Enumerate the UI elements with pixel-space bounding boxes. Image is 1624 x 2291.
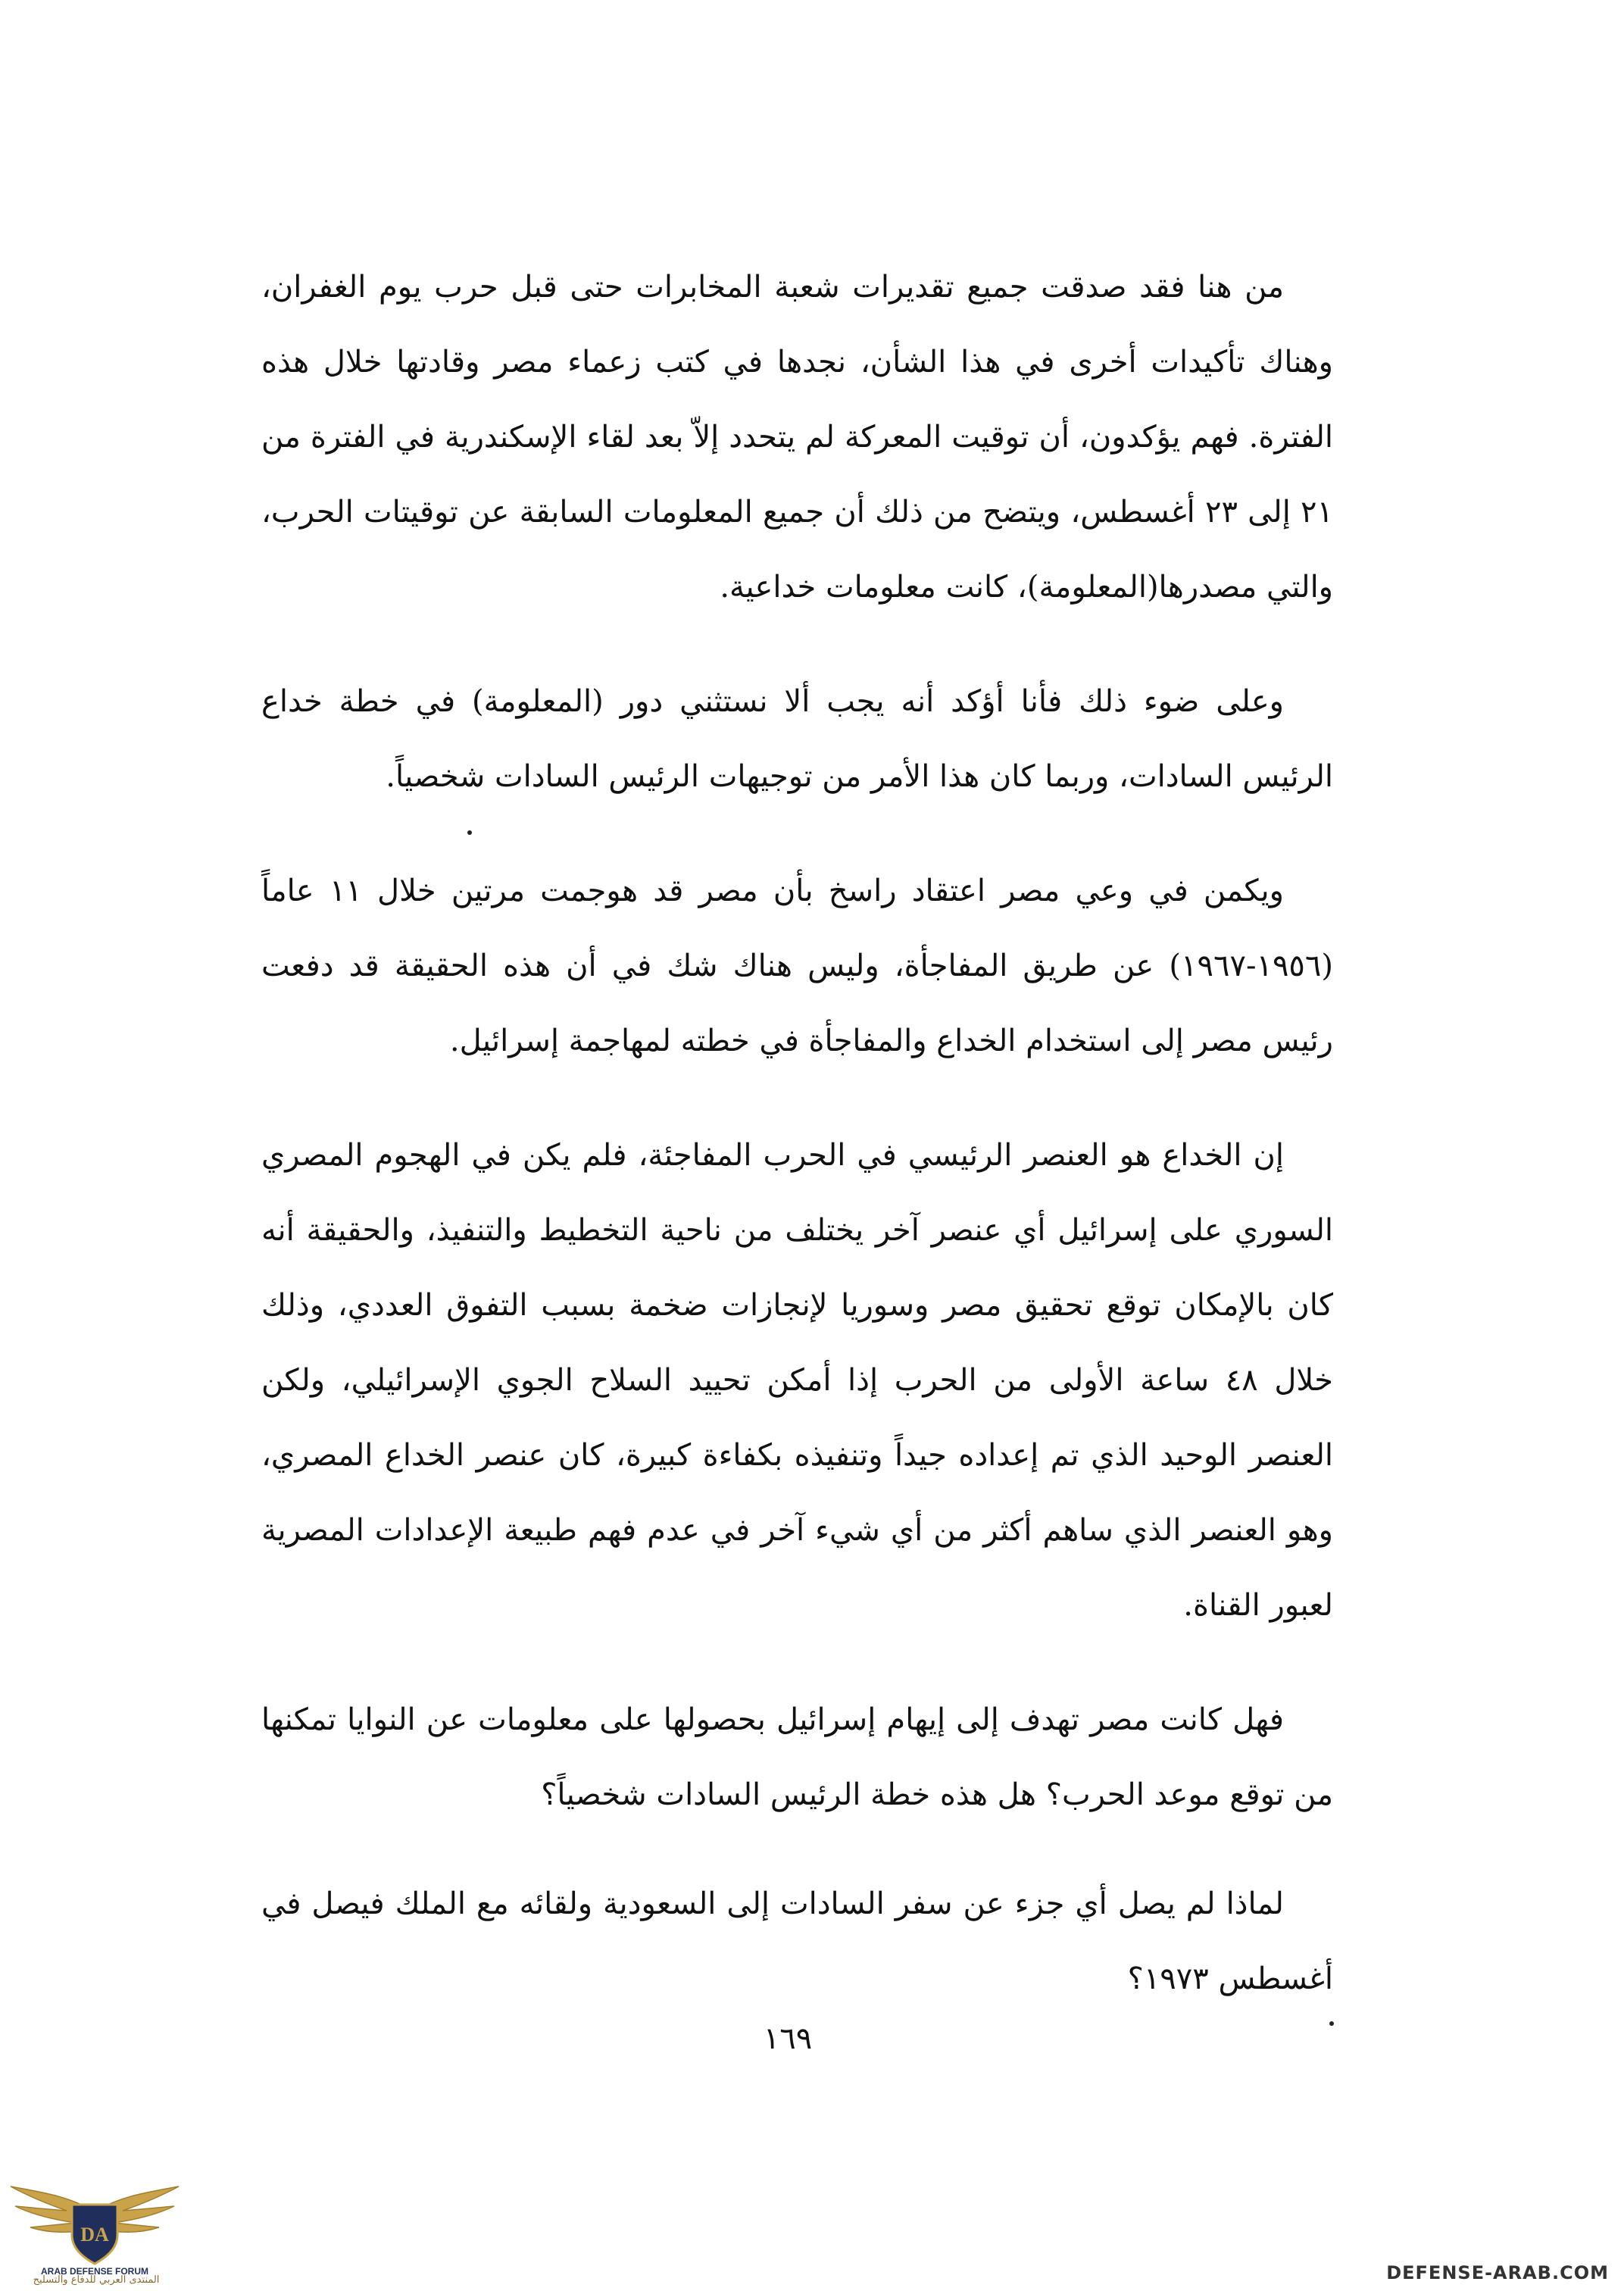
logo-name: ARAB DEFENSE FORUM <box>40 2266 149 2277</box>
paragraph-2: وعلى ضوء ذلك فأنا أؤكد أنه يجب ألا نستثني دور (المعلومة) في خطة خداع الرئيس السادات، وربما كان هذا الأمر من توجيهات الرئيس السادات شخصياً. <box>261 684 1333 794</box>
speck-mark <box>467 830 472 835</box>
paragraph-1: من هنا فقد صدقت جميع تقديرات شعبة المخابرات حتى قبل حرب يوم الغفران، وهناك تأكيدات أخرى في هذا الشأن، نجدها في كتب زعماء مصر وقادتها خلال هذه الفترة. فهم يؤكدون، أن توقيت المعركة لم يتحدد إلاّ بعد لقاء الإسكندرية في الفترة من ٢١ إلى ٢٣ أغسطس، ويتضح من ذلك أن جميع المعلومات السابقة عن توقيتات الحرب، والتي مصدرها(المعلومة)، كانت معلومات خداعية. <box>261 270 1333 605</box>
speck-mark <box>1329 2021 1334 2026</box>
logo-tagline: المنتدى العربي للدفاع والتسليح <box>33 2274 160 2286</box>
site-watermark: DEFENSE-ARAB.COM <box>1386 2262 1609 2283</box>
paragraph-5: فهل كانت مصر تهدف إلى إيهام إسرائيل بحصولها على معلومات عن النوايا تمكنها من توقع موعد الحرب؟ هل هذه خطة الرئيس السادات شخصياً؟ <box>261 1702 1333 1812</box>
paragraph-3: ويكمن في وعي مصر اعتقاد راسخ بأن مصر قد هوجمت مرتين خلال ١١ عاماً (١٩٥٦-١٩٦٧) عن طريق المفاجأة، وليس هناك شك في أن هذه الحقيقة قد دفعت رئيس مصر إلى استخدام الخداع والمفاجأة في خطته لمهاجمة إسرائيل. <box>261 874 1333 1058</box>
page-number: ١٦٩ <box>763 2021 813 2056</box>
paragraph-6: لماذا لم يصل أي جزء عن سفر السادات إلى السعودية ولقائه مع الملك فيصل في أغسطس ١٩٧٣؟ <box>261 1886 1333 1996</box>
arab-defense-forum-logo <box>8 2150 182 2291</box>
logo-initials: DA <box>80 2224 109 2246</box>
paragraph-4: إن الخداع هو العنصر الرئيسي في الحرب المفاجئة، فلم يكن في الهجوم المصري السوري على إسرائيل أي عنصر آخر يختلف من ناحية التخطيط والتنفيذ، والحقيقة أنه كان بالإمكان توقع تحقيق مصر وسوريا لإنجازات ضخمة بسبب التفوق العددي، وذلك خلال ٤٨ ساعة الأولى من الحرب إذا أمكن تحييد السلاح الجوي الإسرائيلي، ولكن العنصر الوحيد الذي تم إعداده جيداً وتنفيذه بكفاءة كبيرة، كان عنصر الخداع المصري، وهو العنصر الذي ساهم أكثر من أي شيء آخر في عدم فهم طبيعة الإعدادات المصرية لعبور القناة. <box>261 1138 1333 1623</box>
page-body <box>261 250 1333 2056</box>
